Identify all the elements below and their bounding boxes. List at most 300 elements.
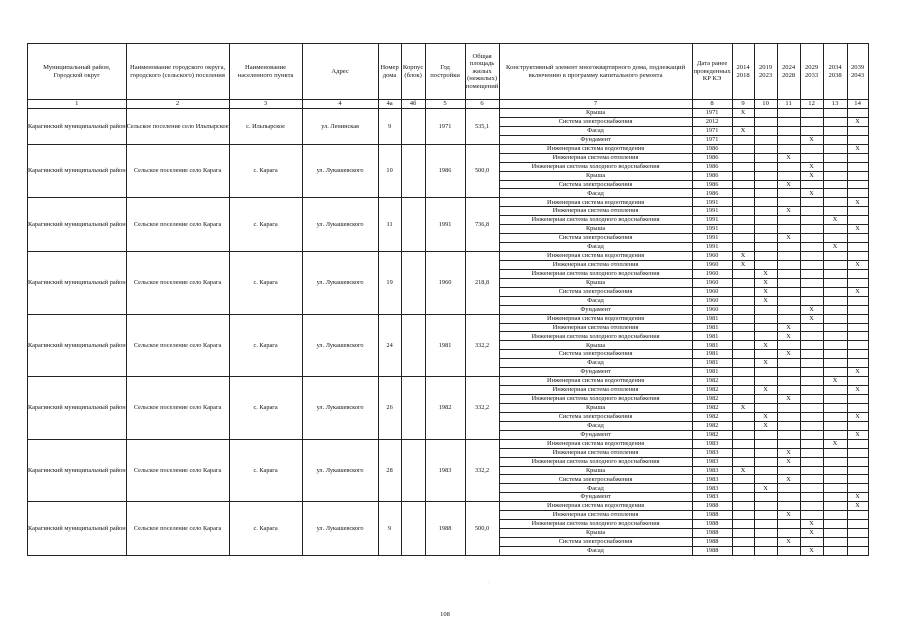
period-2034-2038-cell (823, 538, 847, 547)
structural-element-cell: Инженерная система отопления (499, 260, 692, 269)
period-2039-2043-mark: X (847, 412, 868, 421)
period-2039-2043-cell (847, 234, 868, 243)
structural-element-cell: Фасад (499, 546, 692, 555)
period-2024-2028-cell (777, 421, 800, 430)
period-2024-2028-mark: X (777, 350, 800, 359)
previous-repair-date-cell: 1988 (692, 546, 732, 555)
previous-repair-date-cell: 1991 (692, 198, 732, 207)
area-cell: 500,0 (465, 144, 499, 198)
period-2029-2033-cell (800, 296, 823, 305)
period-2014-2018-cell (732, 439, 754, 448)
period-2019-2023-mark: X (754, 421, 777, 430)
period-2024-2028-cell (777, 126, 800, 135)
structural-element-cell: Фундамент (499, 493, 692, 502)
structural-element-cell: Инженерная система водоотведения (499, 314, 692, 323)
previous-repair-date-cell: 1960 (692, 278, 732, 287)
previous-repair-date-cell: 1981 (692, 314, 732, 323)
period-2024-2028-cell (777, 386, 800, 395)
period-2019-2023-mark: X (754, 412, 777, 421)
period-2014-2018-mark: X (732, 403, 754, 412)
period-2034-2038-cell (823, 225, 847, 234)
block-cell (401, 144, 425, 198)
previous-repair-date-cell: 1991 (692, 243, 732, 252)
period-2029-2033-cell (800, 502, 823, 511)
period-2019-2023-cell (754, 180, 777, 189)
block-cell (401, 439, 425, 502)
period-2024-2028-mark: X (777, 475, 800, 484)
period-2039-2043-cell (847, 448, 868, 457)
period-2029-2033-cell (800, 269, 823, 278)
area-cell: 500,0 (465, 502, 499, 556)
period-2029-2033-cell (800, 153, 823, 162)
column-number: 6 (465, 100, 499, 109)
period-2014-2018-cell (732, 189, 754, 198)
previous-repair-date-cell: 1982 (692, 412, 732, 421)
period-2014-2018-cell (732, 225, 754, 234)
period-2014-2018-cell (732, 502, 754, 511)
period-2024-2028-cell (777, 359, 800, 368)
column-number: 7 (499, 100, 692, 109)
period-2024-2028-mark: X (777, 457, 800, 466)
structural-element-cell: Крыша (499, 403, 692, 412)
address-cell: ул. Лукашевского (302, 439, 378, 502)
previous-repair-date-cell: 1991 (692, 234, 732, 243)
period-2024-2028-cell (777, 144, 800, 153)
period-2034-2038-cell (823, 296, 847, 305)
header-period-2039-2043: 2039 2043 (847, 44, 868, 100)
structural-element-cell: Крыша (499, 225, 692, 234)
period-2029-2033-cell (800, 225, 823, 234)
structural-element-cell: Инженерная система водоотведения (499, 377, 692, 386)
house-number-cell: 24 (378, 314, 401, 377)
header-period-2024-2028: 2024 2028 (777, 44, 800, 100)
structural-element-cell: Фундамент (499, 305, 692, 314)
period-2019-2023-cell (754, 216, 777, 225)
period-2039-2043-cell (847, 332, 868, 341)
period-2014-2018-cell (732, 296, 754, 305)
period-2034-2038-cell (823, 529, 847, 538)
period-2024-2028-cell (777, 135, 800, 144)
period-2014-2018-cell (732, 546, 754, 555)
period-2029-2033-cell (800, 144, 823, 153)
header-house-number: Номер дома (378, 44, 401, 100)
period-2024-2028-cell (777, 109, 800, 118)
area-cell: 332,2 (465, 439, 499, 502)
period-2014-2018-cell (732, 216, 754, 225)
period-2014-2018-cell (732, 350, 754, 359)
period-2014-2018-mark: X (732, 126, 754, 135)
column-number: 11 (777, 100, 800, 109)
period-2014-2018-cell (732, 314, 754, 323)
period-2029-2033-cell (800, 448, 823, 457)
structural-element-cell: Инженерная система холодного водоснабжения (499, 457, 692, 466)
block-cell (401, 502, 425, 556)
period-2014-2018-cell (732, 117, 754, 126)
build-year-cell: 1986 (425, 144, 465, 198)
structural-element-cell: Система электроснабжения (499, 287, 692, 296)
period-2034-2038-cell (823, 189, 847, 198)
period-2029-2033-cell (800, 126, 823, 135)
previous-repair-date-cell: 1983 (692, 448, 732, 457)
period-2014-2018-mark: X (732, 260, 754, 269)
period-2029-2033-cell (800, 341, 823, 350)
period-2034-2038-cell (823, 546, 847, 555)
period-2014-2018-cell (732, 538, 754, 547)
period-2029-2033-cell (800, 412, 823, 421)
period-2034-2038-cell (823, 135, 847, 144)
build-year-cell: 1982 (425, 377, 465, 440)
period-2034-2038-cell (823, 144, 847, 153)
period-2039-2043-mark: X (847, 117, 868, 126)
period-2024-2028-cell (777, 278, 800, 287)
period-2029-2033-cell (800, 457, 823, 466)
structural-element-cell: Крыша (499, 278, 692, 287)
structural-element-cell: Инженерная система водоотведения (499, 198, 692, 207)
period-2039-2043-mark: X (847, 386, 868, 395)
period-2034-2038-cell (823, 162, 847, 171)
page-number: 108 (440, 611, 450, 618)
previous-repair-date-cell: 1986 (692, 162, 732, 171)
period-2039-2043-cell (847, 207, 868, 216)
block-cell (401, 109, 425, 145)
settlement-cell: Сельское поселение село Ильпырское (126, 109, 229, 145)
period-2014-2018-cell (732, 332, 754, 341)
period-2029-2033-cell (800, 207, 823, 216)
period-2019-2023-cell (754, 162, 777, 171)
structural-element-cell: Инженерная система холодного водоснабжения (499, 216, 692, 225)
build-year-cell: 1988 (425, 502, 465, 556)
column-number: 10 (754, 100, 777, 109)
period-2034-2038-cell (823, 198, 847, 207)
column-number: 4 (302, 100, 378, 109)
period-2014-2018-cell (732, 529, 754, 538)
period-2014-2018-cell (732, 278, 754, 287)
structural-element-cell: Инженерная система холодного водоснабжения (499, 395, 692, 404)
period-2019-2023-cell (754, 403, 777, 412)
period-2039-2043-cell (847, 323, 868, 332)
structural-element-cell: Крыша (499, 529, 692, 538)
period-2029-2033-mark: X (800, 314, 823, 323)
header-block: Корпус (блок) (401, 44, 425, 100)
period-2034-2038-cell (823, 305, 847, 314)
period-2024-2028-cell (777, 287, 800, 296)
period-2029-2033-cell (800, 332, 823, 341)
period-2029-2033-cell (800, 234, 823, 243)
address-cell: ул. Лукашевского (302, 198, 378, 252)
column-number: 12 (800, 100, 823, 109)
column-number: 4б (401, 100, 425, 109)
period-2024-2028-mark: X (777, 332, 800, 341)
period-2029-2033-cell (800, 493, 823, 502)
period-2014-2018-cell (732, 520, 754, 529)
column-number: 2 (126, 100, 229, 109)
period-2029-2033-cell (800, 323, 823, 332)
district-cell: Карагинский муниципальный район (28, 109, 127, 145)
locality-cell: с. Ильпырское (229, 109, 302, 145)
period-2014-2018-cell (732, 180, 754, 189)
period-2019-2023-cell (754, 323, 777, 332)
period-2014-2018-cell (732, 234, 754, 243)
period-2024-2028-cell (777, 162, 800, 171)
district-cell: Карагинский муниципальный район (28, 377, 127, 440)
period-2039-2043-cell (847, 395, 868, 404)
period-2024-2028-cell (777, 466, 800, 475)
period-2014-2018-mark: X (732, 252, 754, 261)
period-2034-2038-cell (823, 421, 847, 430)
column-number: 9 (732, 100, 754, 109)
period-2019-2023-cell (754, 153, 777, 162)
period-2019-2023-mark: X (754, 296, 777, 305)
district-cell: Карагинский муниципальный район (28, 314, 127, 377)
period-2024-2028-cell (777, 430, 800, 439)
period-2024-2028-cell (777, 520, 800, 529)
period-2029-2033-cell (800, 484, 823, 493)
period-2039-2043-cell (847, 109, 868, 118)
locality-cell: с. Карага (229, 377, 302, 440)
period-2034-2038-cell (823, 475, 847, 484)
locality-cell: с. Карага (229, 502, 302, 556)
period-2029-2033-cell (800, 421, 823, 430)
header-address: Адрес (302, 44, 378, 100)
period-2019-2023-cell (754, 493, 777, 502)
address-cell: ул. Лукашевского (302, 314, 378, 377)
build-year-cell: 1983 (425, 439, 465, 502)
build-year-cell: 1981 (425, 314, 465, 377)
period-2034-2038-cell (823, 448, 847, 457)
period-2034-2038-cell (823, 386, 847, 395)
period-2029-2033-mark: X (800, 305, 823, 314)
period-2024-2028-cell (777, 484, 800, 493)
period-2039-2043-cell (847, 403, 868, 412)
period-2034-2038-cell (823, 323, 847, 332)
locality-cell: с. Карага (229, 252, 302, 315)
house-number-cell: 9 (378, 109, 401, 145)
address-cell: ул. Лукашевского (302, 252, 378, 315)
house-number-cell: 28 (378, 439, 401, 502)
period-2034-2038-cell (823, 269, 847, 278)
period-2014-2018-cell (732, 287, 754, 296)
period-2024-2028-cell (777, 117, 800, 126)
period-2019-2023-cell (754, 430, 777, 439)
previous-repair-date-cell: 1981 (692, 332, 732, 341)
previous-repair-date-cell: 1983 (692, 475, 732, 484)
previous-repair-date-cell: 1981 (692, 359, 732, 368)
period-2029-2033-mark: X (800, 135, 823, 144)
period-2014-2018-cell (732, 377, 754, 386)
district-cell: Карагинский муниципальный район (28, 252, 127, 315)
column-number: 8 (692, 100, 732, 109)
period-2024-2028-cell (777, 529, 800, 538)
structural-element-cell: Инженерная система отопления (499, 323, 692, 332)
period-2024-2028-mark: X (777, 234, 800, 243)
period-2039-2043-cell (847, 421, 868, 430)
period-2029-2033-cell (800, 395, 823, 404)
period-2019-2023-cell (754, 243, 777, 252)
previous-repair-date-cell: 1988 (692, 520, 732, 529)
period-2034-2038-cell (823, 207, 847, 216)
header-area: Общая площадь жилых (нежилых) помещений (465, 44, 499, 100)
scan-edge-mark: · (488, 581, 490, 586)
previous-repair-date-cell: 1971 (692, 109, 732, 118)
period-2019-2023-cell (754, 305, 777, 314)
header-period-2014-2018: 2014 2018 (732, 44, 754, 100)
house-number-cell: 10 (378, 144, 401, 198)
table-row (28, 109, 869, 118)
period-2014-2018-cell (732, 171, 754, 180)
header-period-2029-2033: 2029 2033 (800, 44, 823, 100)
period-2024-2028-mark: X (777, 153, 800, 162)
structural-element-cell: Система электроснабжения (499, 475, 692, 484)
period-2019-2023-cell (754, 377, 777, 386)
period-2029-2033-cell (800, 368, 823, 377)
structural-element-cell: Крыша (499, 466, 692, 475)
period-2039-2043-cell (847, 243, 868, 252)
previous-repair-date-cell: 1991 (692, 207, 732, 216)
period-2039-2043-cell (847, 180, 868, 189)
structural-element-cell: Фасад (499, 296, 692, 305)
previous-repair-date-cell: 1960 (692, 269, 732, 278)
period-2039-2043-mark: X (847, 368, 868, 377)
period-2019-2023-cell (754, 109, 777, 118)
period-2014-2018-cell (732, 341, 754, 350)
period-2019-2023-cell (754, 511, 777, 520)
period-2029-2033-cell (800, 359, 823, 368)
period-2014-2018-cell (732, 359, 754, 368)
period-2024-2028-mark: X (777, 180, 800, 189)
table-row (28, 198, 869, 207)
period-2019-2023-cell (754, 314, 777, 323)
period-2019-2023-cell (754, 171, 777, 180)
period-2034-2038-cell (823, 403, 847, 412)
structural-element-cell: Фасад (499, 126, 692, 135)
previous-repair-date-cell: 1983 (692, 457, 732, 466)
period-2014-2018-cell (732, 421, 754, 430)
period-2039-2043-cell (847, 484, 868, 493)
period-2034-2038-cell (823, 502, 847, 511)
period-2034-2038-cell (823, 341, 847, 350)
structural-element-cell: Система электроснабжения (499, 180, 692, 189)
period-2024-2028-cell (777, 189, 800, 198)
period-2029-2033-mark: X (800, 529, 823, 538)
column-number: 14 (847, 100, 868, 109)
period-2034-2038-cell (823, 234, 847, 243)
build-year-cell: 1960 (425, 252, 465, 315)
period-2034-2038-cell (823, 153, 847, 162)
district-cell: Карагинский муниципальный район (28, 502, 127, 556)
previous-repair-date-cell: 1986 (692, 171, 732, 180)
header-previous-repair-date: Дата ранее проведенных КР КЭ (692, 44, 732, 100)
period-2024-2028-cell (777, 260, 800, 269)
build-year-cell: 1971 (425, 109, 465, 145)
previous-repair-date-cell: 1960 (692, 296, 732, 305)
period-2039-2043-cell (847, 269, 868, 278)
period-2024-2028-cell (777, 546, 800, 555)
header-row (28, 44, 869, 100)
period-2014-2018-mark: X (732, 466, 754, 475)
period-2014-2018-cell (732, 395, 754, 404)
settlement-cell: Сельское поселение село Карага (126, 314, 229, 377)
period-2024-2028-cell (777, 198, 800, 207)
period-2034-2038-mark: X (823, 439, 847, 448)
period-2034-2038-cell (823, 520, 847, 529)
previous-repair-date-cell: 1986 (692, 189, 732, 198)
period-2029-2033-cell (800, 403, 823, 412)
period-2019-2023-mark: X (754, 359, 777, 368)
previous-repair-date-cell: 1982 (692, 403, 732, 412)
header-settlement: Наименование городского округа, городского (сельского) поселения (126, 44, 229, 100)
period-2014-2018-cell (732, 448, 754, 457)
period-2039-2043-mark: X (847, 198, 868, 207)
period-2034-2038-cell (823, 359, 847, 368)
period-2034-2038-mark: X (823, 216, 847, 225)
structural-element-cell: Фундамент (499, 135, 692, 144)
previous-repair-date-cell: 1983 (692, 493, 732, 502)
period-2019-2023-cell (754, 234, 777, 243)
period-2039-2043-cell (847, 189, 868, 198)
build-year-cell: 1991 (425, 198, 465, 252)
period-2019-2023-cell (754, 538, 777, 547)
period-2029-2033-cell (800, 466, 823, 475)
period-2034-2038-cell (823, 395, 847, 404)
period-2019-2023-cell (754, 126, 777, 135)
period-2024-2028-cell (777, 377, 800, 386)
locality-cell: с. Карага (229, 439, 302, 502)
period-2034-2038-cell (823, 109, 847, 118)
period-2029-2033-mark: X (800, 520, 823, 529)
previous-repair-date-cell: 1960 (692, 305, 732, 314)
previous-repair-date-cell: 1982 (692, 386, 732, 395)
area-cell: 535,1 (465, 109, 499, 145)
period-2014-2018-cell (732, 144, 754, 153)
period-2029-2033-cell (800, 287, 823, 296)
previous-repair-date-cell: 1988 (692, 502, 732, 511)
table-row (28, 252, 869, 261)
period-2029-2033-cell (800, 377, 823, 386)
structural-element-cell: Крыша (499, 109, 692, 118)
address-cell: ул. Лукашевского (302, 144, 378, 198)
locality-cell: с. Карага (229, 198, 302, 252)
column-number: 1 (28, 100, 127, 109)
period-2019-2023-cell (754, 368, 777, 377)
previous-repair-date-cell: 1982 (692, 395, 732, 404)
period-2034-2038-cell (823, 493, 847, 502)
period-2039-2043-cell (847, 350, 868, 359)
district-cell: Карагинский муниципальный район (28, 144, 127, 198)
settlement-cell: Сельское поселение село Карага (126, 502, 229, 556)
period-2039-2043-mark: X (847, 493, 868, 502)
period-2024-2028-cell (777, 252, 800, 261)
previous-repair-date-cell: 1960 (692, 252, 732, 261)
period-2039-2043-cell (847, 314, 868, 323)
period-2024-2028-cell (777, 225, 800, 234)
area-cell: 218,8 (465, 252, 499, 315)
previous-repair-date-cell: 1986 (692, 153, 732, 162)
period-2019-2023-cell (754, 252, 777, 261)
period-2019-2023-cell (754, 457, 777, 466)
structural-element-cell: Крыша (499, 341, 692, 350)
period-2034-2038-mark: X (823, 377, 847, 386)
period-2024-2028-mark: X (777, 448, 800, 457)
column-number: 3 (229, 100, 302, 109)
previous-repair-date-cell: 1983 (692, 484, 732, 493)
previous-repair-date-cell: 1971 (692, 126, 732, 135)
house-number-cell: 26 (378, 377, 401, 440)
table-row (28, 144, 869, 153)
table-row (28, 377, 869, 386)
previous-repair-date-cell: 1981 (692, 341, 732, 350)
period-2019-2023-cell (754, 502, 777, 511)
previous-repair-date-cell: 1981 (692, 350, 732, 359)
